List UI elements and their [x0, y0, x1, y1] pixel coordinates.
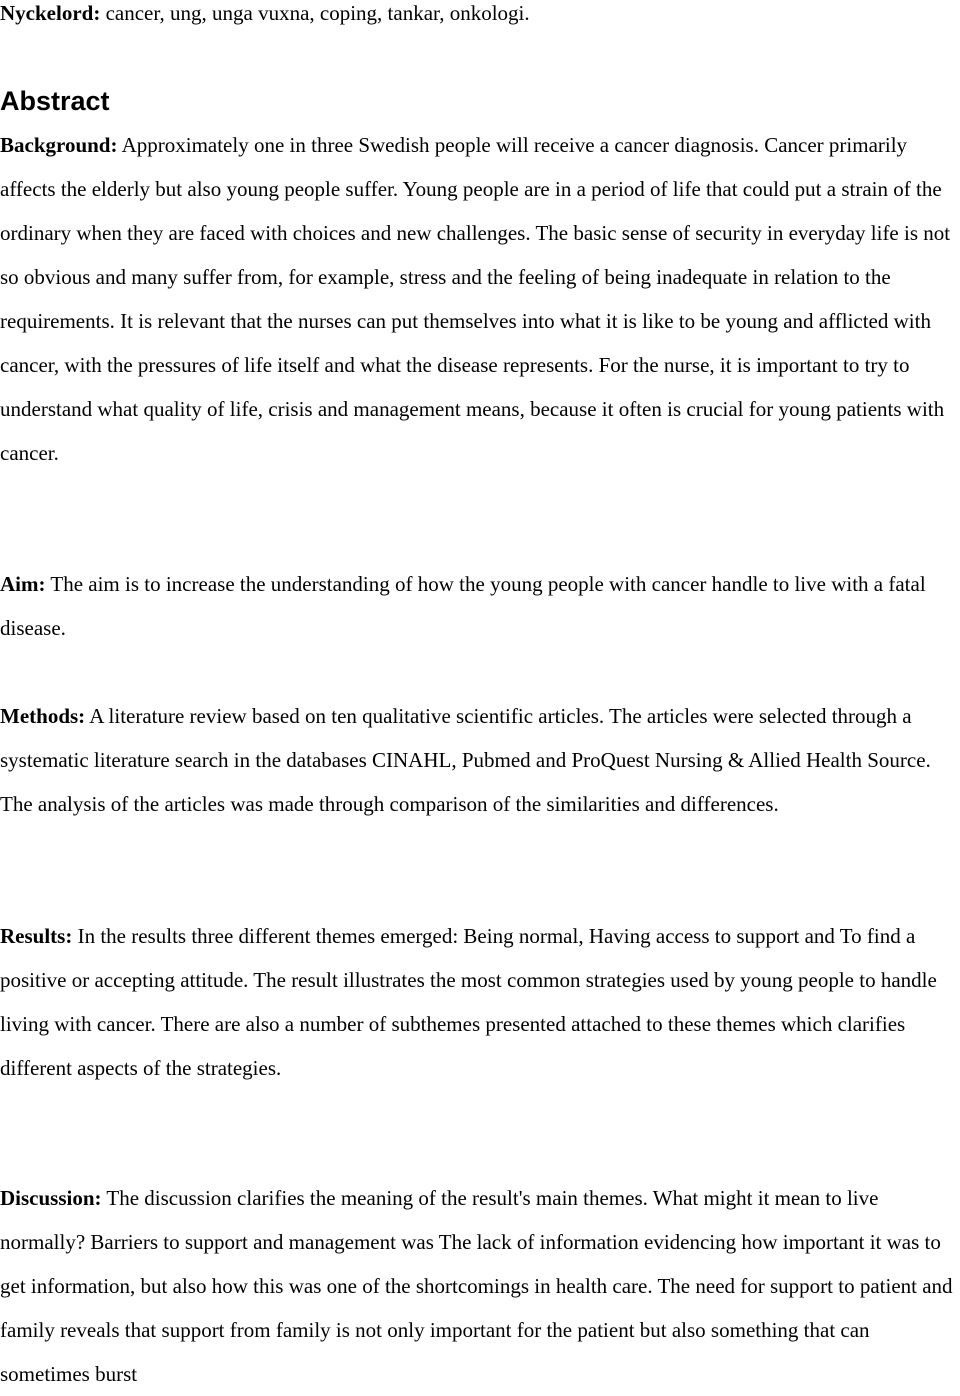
aim-text: The aim is to increase the understanding of how the young people with cancer handle to live with a fatal disease.	[0, 572, 926, 640]
background-label: Background:	[0, 133, 118, 157]
discussion-label: Discussion:	[0, 1186, 102, 1210]
keywords-text: cancer, ung, unga vuxna, coping, tankar, onkologi.	[100, 1, 530, 25]
keywords-label: Nyckelord:	[0, 1, 101, 25]
aim-label: Aim:	[0, 572, 46, 596]
background-text: Approximately one in three Swedish people will receive a cancer diagnosis. Cancer primarily affects the elderly but also young people suffer. Young people are in a period of life that could put a strain of the ordinary when they are faced with choices and new challenges. The basic sense of security in everyday life is not so obvious and many suffer from, for example, stress and the feeling of being inadequate in relation to the requirements. It is relevant that the nurses can put themselves into what it is like to be young and afflicted with cancer, with the pressures of life itself and what the disease represents. For the nurse, it is important to try to understand what quality of life, crisis and management means, because it often is crucial for young patients with cancer.	[0, 133, 951, 465]
abstract-heading: Abstract	[0, 86, 110, 116]
background-paragraph	[0, 123, 960, 475]
discussion-text: The discussion clarifies the meaning of the result's main themes. What might it mean to live normally? Barriers to support and management was The lack of information evidencing how important it was to get information, but also how this was one of the shortcomings in health care. The need for support to patient and family reveals that support from family is not only important for the patient but also something that can sometimes burst	[0, 1186, 953, 1386]
results-text: In the results three different themes emerged: Being normal, Having access to support and To find a positive or accepting attitude. The result illustrates the most common strategies used by young people to handle living with cancer. There are also a number of subthemes presented attached to these themes which clarifies different aspects of the strategies.	[0, 924, 937, 1080]
methods-text: A literature review based on ten qualitative scientific articles. The articles were selected through a systematic literature search in the databases CINAHL, Pubmed and ProQuest Nursing & Allied Health Source. The analysis of the articles was made through comparison of the similarities and differences.	[0, 704, 931, 816]
methods-label: Methods:	[0, 704, 86, 728]
discussion-paragraph	[0, 1176, 960, 1396]
results-label: Results:	[0, 924, 73, 948]
aim-paragraph	[0, 562, 960, 650]
methods-paragraph	[0, 694, 960, 826]
results-paragraph	[0, 914, 960, 1090]
keywords-paragraph	[0, 0, 960, 35]
